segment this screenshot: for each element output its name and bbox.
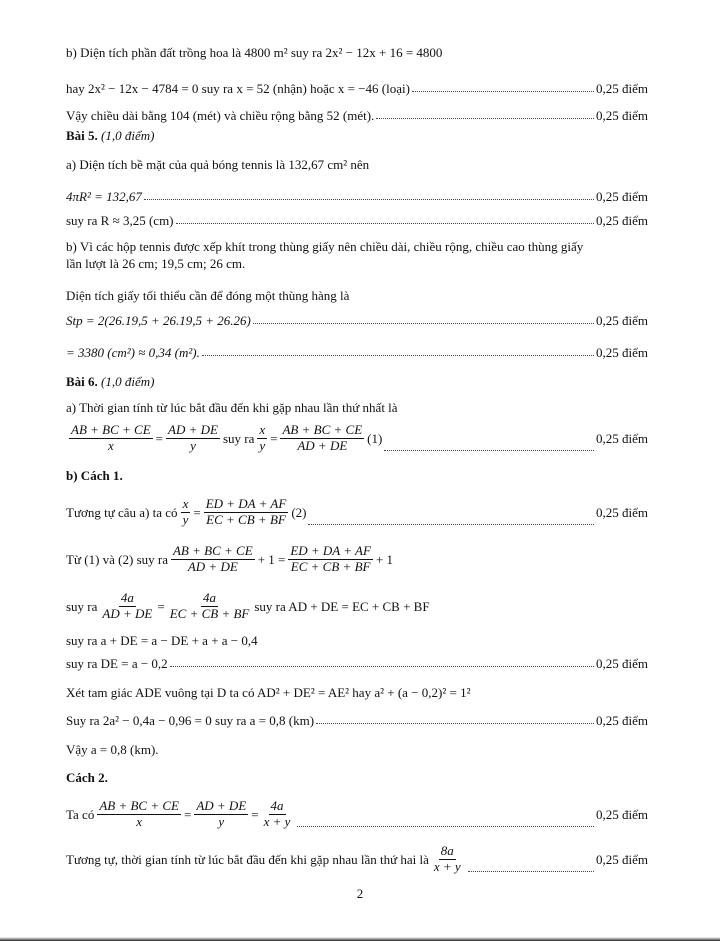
fraction — [204, 497, 289, 528]
line-c1-eq3: suy ra $\frac{4a}{AD + DE}$ = $\frac{4a}{EC + CB + BF}$ suy ra AD + DE = EC + CB + BF — [66, 590, 430, 621]
dot-leader — [176, 222, 594, 224]
section-title: Bài 6. — [66, 374, 98, 389]
equation: = 3380 (cm²) ≈ 0,34 (m²). — [66, 345, 200, 360]
line-6a — [66, 401, 648, 414]
section-score: (1,0 điểm) — [101, 128, 155, 143]
numerator: AB + BC + CE — [172, 543, 253, 558]
equation-tag: (2) — [291, 504, 307, 520]
numerator: 4a — [270, 798, 284, 813]
line-text: suy ra a + DE = a − DE + a + a − 0,4 — [66, 633, 258, 648]
fraction — [181, 497, 191, 528]
section-score: (1,0 điểm) — [101, 374, 155, 389]
denominator: EC + CB + BF — [290, 558, 371, 574]
line-text: suy ra — [66, 598, 98, 614]
score-label: 0,25 điểm — [596, 345, 648, 360]
page-edge-shadow — [0, 937, 720, 941]
line-text: a) Diện tích bề mặt của quả bóng tennis là 132,67 cm² nên — [66, 157, 370, 172]
line-5b-area — [66, 46, 648, 59]
dot-leader — [144, 198, 594, 200]
bai5-heading — [66, 129, 648, 142]
numerator: AB + BC + CE — [282, 422, 363, 437]
denominator: x + y — [433, 858, 461, 874]
fraction — [262, 799, 293, 830]
fraction — [69, 423, 153, 454]
line-text: Ta có — [66, 806, 95, 822]
line-c2-eq2 — [66, 844, 648, 875]
score-label: 0,25 điểm — [596, 313, 648, 328]
dot-leader — [308, 523, 594, 525]
line-c1-eq6 — [66, 686, 648, 699]
dot-leader — [253, 322, 594, 324]
fraction — [194, 799, 248, 830]
line-text: Tương tự câu a) ta có — [66, 504, 178, 520]
line-6a-eq: $\frac{AB + BC + CE}{x}$ = $\frac{AD + DE}{y}$ suy ra $\frac{x}{y}$ = $\frac{AB + BC + CE}{AD + DE}$ (1) 0,25 điểm — [71, 422, 648, 453]
line-text: Xét tam giác ADE vuông tại D ta có AD² + DE² = AE² hay a² + (a − 0,2)² = 1² — [66, 685, 471, 700]
score-label: 0,25 điểm — [596, 430, 648, 446]
line-text: b) Diện tích phần đất trồng hoa là 4800 m² suy ra 2x² − 12x + 16 = 4800 — [66, 45, 443, 60]
line-5a-eq2 — [66, 214, 648, 227]
line-6b-heading — [66, 469, 648, 482]
denominator: x — [136, 813, 143, 829]
line-text: Vậy chiều dài bằng 104 (mét) và chiều rộng bằng 52 (mét). — [66, 108, 375, 123]
numerator: 4a — [203, 590, 217, 605]
line-text: Tương tự, thời gian tính từ lúc bắt đầu đến khi gặp nhau lần thứ hai là — [66, 851, 429, 867]
equation-tag: (1) — [367, 430, 383, 446]
line-text: a) Thời gian tính từ lúc bắt đầu đến khi gặp nhau lần thứ nhất là — [66, 400, 398, 415]
subsection-title: b) Cách 1. — [66, 468, 123, 483]
dot-leader — [202, 354, 594, 356]
line-c1-eq1: Tương tự câu a) ta có $\frac{x}{y}$ = $\frac{ED + DA + AF}{EC + CB + BF}$ (2) 0,25 điểm — [66, 496, 648, 527]
numerator: 4a — [120, 590, 134, 605]
fraction — [168, 591, 252, 622]
line-text: suy ra DE = a − 0,2 — [66, 656, 168, 671]
line-5b-3 — [66, 289, 648, 302]
dot-leader — [170, 665, 594, 667]
numerator: AD + DE — [196, 798, 247, 813]
dot-leader — [412, 90, 594, 92]
line-conclusion — [66, 109, 648, 122]
line-text: hay 2x² − 12x − 4784 = 0 suy ra x = 52 (nhận) hoặc x = −46 (loại) — [66, 81, 410, 96]
fraction — [100, 591, 154, 622]
numerator: AB + BC + CE — [99, 798, 179, 813]
score-label: 0,25 điểm — [596, 713, 648, 728]
line-5b-2 — [66, 257, 648, 270]
line-c1-eq2 — [66, 544, 648, 575]
page-number: 2 — [356, 886, 364, 901]
score-label: 0,25 điểm — [596, 108, 648, 123]
denominator: x + y — [263, 813, 291, 829]
denominator: EC + CB + BF — [169, 605, 250, 621]
dot-leader — [384, 449, 594, 451]
numerator: x — [182, 496, 189, 511]
dot-leader — [316, 722, 594, 724]
line-5a — [66, 158, 648, 171]
numerator: ED + DA + AF — [205, 496, 287, 511]
score-label: 0,25 điểm — [596, 851, 648, 867]
dot-leader — [468, 870, 594, 872]
dot-leader — [376, 117, 594, 119]
score-label: 0,25 điểm — [596, 213, 648, 228]
line-solve-x — [66, 82, 648, 95]
line-5b-eq3 — [66, 314, 648, 327]
equation: suy ra R ≈ 3,25 (cm) — [66, 213, 174, 228]
operator: + 1 = — [257, 551, 286, 567]
denominator: y — [182, 511, 189, 527]
score-label: 0,25 điểm — [596, 504, 648, 520]
bai6-heading — [66, 375, 648, 388]
fraction — [171, 544, 255, 575]
line-text: suy ra AD + DE = EC + CB + BF — [254, 598, 430, 614]
line-5b-1 — [66, 240, 648, 253]
fraction — [257, 423, 267, 454]
denominator: y — [259, 437, 266, 453]
line-5b-eq4 — [66, 346, 648, 359]
line-c1-eq8 — [66, 743, 648, 756]
line-c1-eq5 — [66, 657, 648, 670]
line-text: Vậy a = 0,8 (km). — [66, 742, 159, 757]
denominator: y — [190, 437, 196, 453]
score-label: 0,25 điểm — [596, 656, 648, 671]
numerator: 8a — [440, 843, 454, 858]
numerator: AD + DE — [168, 422, 218, 437]
numerator: ED + DA + AF — [290, 543, 371, 558]
line-text: b) Vì các hộp tennis được xếp khít trong thùng giấy nên chiều dài, chiều rộng, chiều cao thùng giấy — [66, 239, 584, 254]
numerator: AB + BC + CE — [71, 422, 151, 437]
dot-leader — [297, 825, 594, 827]
operator: + 1 — [375, 551, 394, 567]
denominator: EC + CB + BF — [206, 511, 286, 527]
line-text: Từ (1) và (2) suy ra — [66, 551, 168, 567]
denominator: y — [218, 813, 225, 829]
denominator: AD + DE — [187, 558, 238, 574]
line-5a-eq1 — [66, 190, 648, 203]
fraction — [288, 544, 373, 575]
fraction — [97, 799, 181, 830]
score-label: 0,25 điểm — [596, 81, 648, 96]
connector-text: suy ra — [222, 430, 255, 446]
line-text: Suy ra 2a² − 0,4a − 0,96 = 0 suy ra a = 0,8 (km) — [66, 713, 315, 728]
line-c2-heading — [66, 771, 648, 784]
denominator: AD + DE — [297, 437, 348, 453]
denominator: AD + DE — [102, 605, 153, 621]
line-text: Diện tích giấy tối thiểu cần để đóng một thùng hàng là — [66, 288, 350, 303]
line-c1-eq4 — [66, 634, 648, 647]
fraction — [432, 844, 463, 875]
line-c1-eq7 — [66, 714, 648, 727]
fraction — [280, 423, 364, 454]
line-text: lần lượt là 26 cm; 19,5 cm; 26 cm. — [66, 256, 246, 271]
score-label: 0,25 điểm — [596, 189, 648, 204]
section-title: Bài 5. — [66, 128, 98, 143]
equation: 4πR² = 132,67 — [66, 189, 142, 204]
fraction — [166, 423, 220, 454]
denominator: x — [107, 437, 114, 453]
subsection-title: Cách 2. — [66, 770, 108, 785]
numerator: x — [259, 422, 266, 437]
score-label: 0,25 điểm — [596, 806, 648, 822]
line-c2-eq1: Ta có $\frac{AB + BC + CE}{x}$ = $\frac{AD + DE}{y}$ = $\frac{4a}{x + y}$ 0,25 điểm — [66, 798, 648, 829]
equation: Stp = 2(26.19,5 + 26.19,5 + 26.26) — [66, 313, 251, 328]
